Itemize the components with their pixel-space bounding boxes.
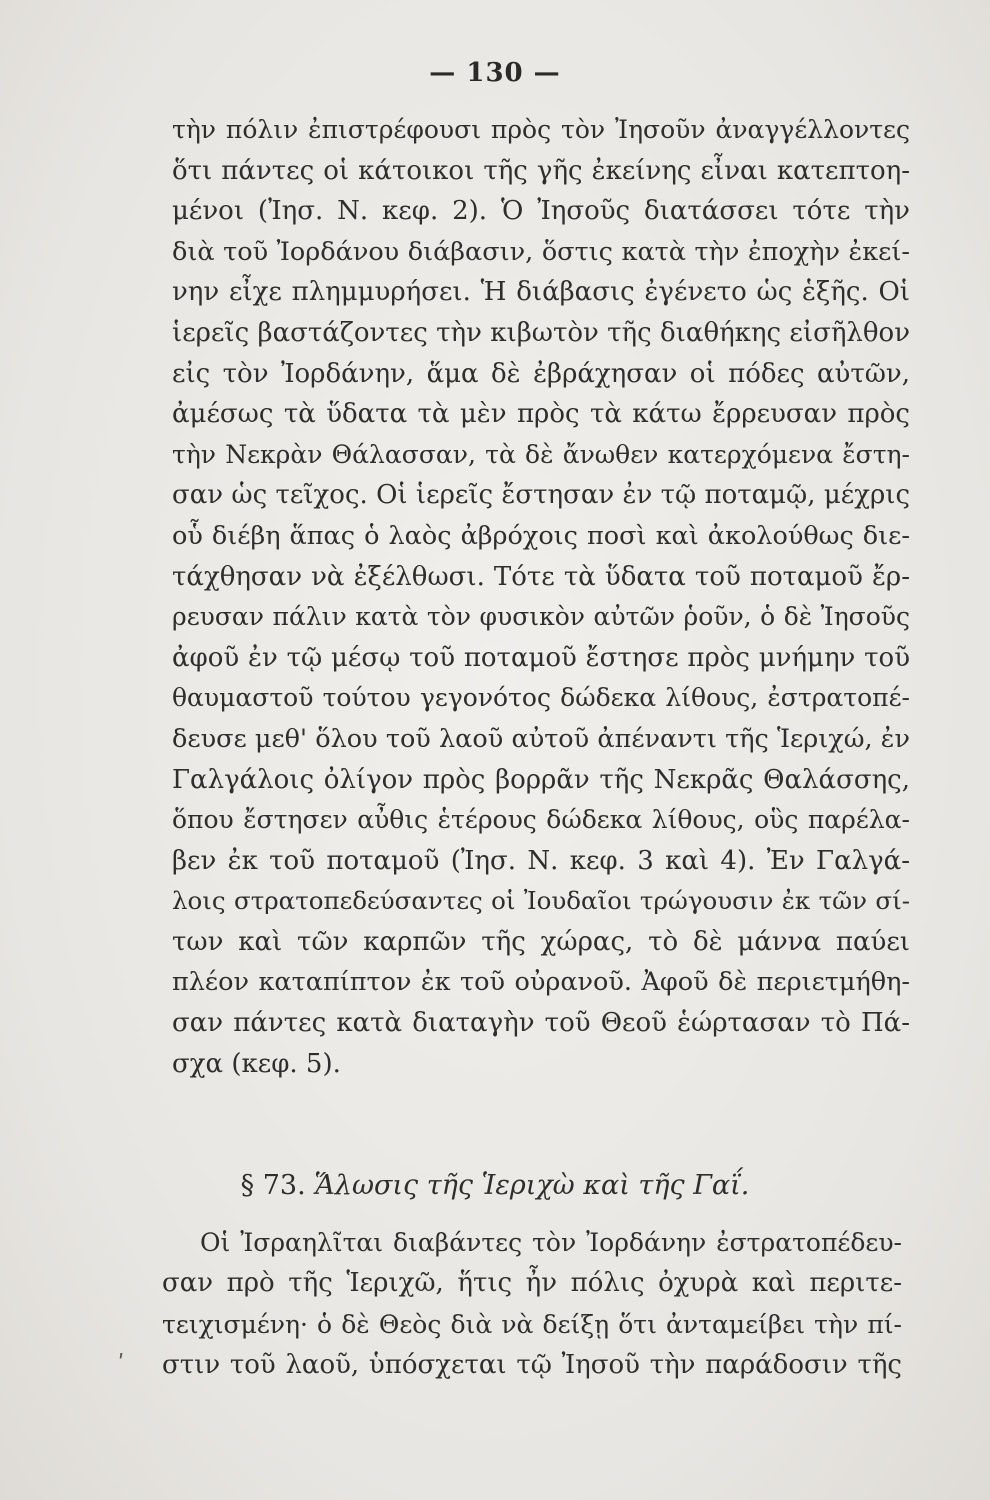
text-line: ἱερεῖς βαστάζοντες τὴν κιβωτὸν τῆς διαθήκης εἰσῆλθον: [172, 317, 910, 348]
text-line: στιν τοῦ λαοῦ, ὑπόσχεται τῷ Ἰησοῦ τὴν παράδοσιν τῆς: [162, 1350, 902, 1380]
text-line: των καὶ τῶν καρπῶν τῆς χώρας, τὸ δὲ μάννα παύει: [172, 926, 910, 957]
text-line: οὗ διέβη ἅπας ὁ λαὸς ἀβρόχοις ποσὶ καὶ ἀκολούθως διε-: [172, 520, 910, 551]
text-line: θαυμαστοῦ τούτου γεγονότος δώδεκα λίθους, ἐστρατοπέ-: [172, 683, 910, 713]
text-line: ἀφοῦ ἐν τῷ μέσῳ τοῦ ποταμοῦ ἔστησε πρὸς μνήμην τοῦ: [172, 642, 910, 673]
text-line: πλέον καταπίπτον ἐκ τοῦ οὐρανοῦ. Ἀφοῦ δὲ περιετμήθη-: [172, 967, 910, 998]
text-line: διὰ τοῦ Ἰορδάνου διάβασιν, ὅστις κατὰ τὴν ἐποχὴν ἐκεί-: [172, 236, 910, 267]
text-line: σαν ὡς τεῖχος. Οἱ ἱερεῖς ἔστησαν ἐν τῷ ποταμῷ, μέχρις: [172, 480, 910, 511]
text-line: τὴν Νεκρὰν Θάλασσαν, τὰ δὲ ἄνωθεν κατερχόμενα ἔστη-: [172, 439, 910, 469]
text-line: δευσε μεθ' ὅλου τοῦ λαοῦ αὐτοῦ ἀπέναντι τῆς Ἱεριχώ, ἐν: [172, 723, 910, 754]
paragraph-2: [162, 1222, 902, 1386]
text-line: βεν ἐκ τοῦ ποταμοῦ (Ἰησ. Ν. κεφ. 3 καὶ 4). Ἐν Γαλγά-: [172, 845, 910, 876]
text-line: Γαλγάλοις ὀλίγον πρὸς βορρᾶν τῆς Νεκρᾶς Θαλάσσης,: [172, 764, 910, 795]
text-line: ἀμέσως τὰ ὕδατα τὰ μὲν πρὸς τὰ κάτω ἔρρευσαν πρὸς: [172, 399, 910, 430]
text-line: τειχισμένη· ὁ δὲ Θεὸς διὰ νὰ δείξῃ ὅτι ἀνταμείβει τὴν πί-: [162, 1310, 902, 1339]
text-line: εἰς τὸν Ἰορδάνην, ἅμα δὲ ἐβράχησαν οἱ πόδες αὐτῶν,: [172, 358, 910, 389]
section-number: § 73.: [240, 1170, 306, 1201]
text-line: μένοι (Ἰησ. Ν. κεφ. 2). Ὁ Ἰησοῦς διατάσσει τότε τὴν: [172, 196, 910, 227]
text-line: σαν πάντες κατὰ διαταγὴν τοῦ Θεοῦ ἑώρτασαν τὸ Πά-: [172, 1008, 910, 1039]
text-line: ὅπου ἔστησεν αὖθις ἑτέρους δώδεκα λίθους, οὓς παρέλα-: [172, 805, 910, 835]
section-title: Ἅλωσις τῆς Ἱεριχὼ καὶ τῆς Γαΐ.: [314, 1170, 750, 1201]
text-line: σαν πρὸ τῆς Ἱεριχῶ, ἥτις ἦν πόλις ὀχυρὰ καὶ περιτε-: [162, 1268, 902, 1298]
text-line: τάχθησαν νὰ ἐξέλθωσι. Τότε τὰ ὕδατα τοῦ ποταμοῦ ἔρ-: [172, 561, 910, 592]
page-number: — 130 —: [429, 58, 561, 88]
text-line: λοις στρατοπεδεύσαντες οἱ Ἰουδαῖοι τρώγουσιν ἐκ τῶν σί-: [172, 886, 910, 916]
paragraph-1: [172, 110, 910, 1084]
text-line: Οἱ Ἰσραηλῖται διαβάντες τὸν Ἰορδάνην ἐστρατοπέδευ-: [200, 1228, 902, 1257]
text-line: τὴν πόλιν ἐπιστρέφουσι πρὸς τὸν Ἰησοῦν ἀναγγέλλοντες: [172, 115, 910, 144]
text-line: ὅτι πάντες οἱ κάτοικοι τῆς γῆς ἐκείνης εἶναι κατεπτοη-: [172, 155, 910, 186]
section-heading: [0, 1166, 990, 1206]
text-line: σχα (κεφ. 5).: [172, 1048, 341, 1079]
text-line: νην εἶχε πλημμυρήσει. Ἡ διάβασις ἐγένετο ὡς ἑξῆς. Οἱ: [172, 277, 910, 308]
margin-mark: ʹ: [118, 1352, 125, 1377]
text-line: ρευσαν πάλιν κατὰ τὸν φυσικὸν αὐτῶν ῥοῦν, ὁ δὲ Ἰησοῦς: [172, 602, 910, 632]
